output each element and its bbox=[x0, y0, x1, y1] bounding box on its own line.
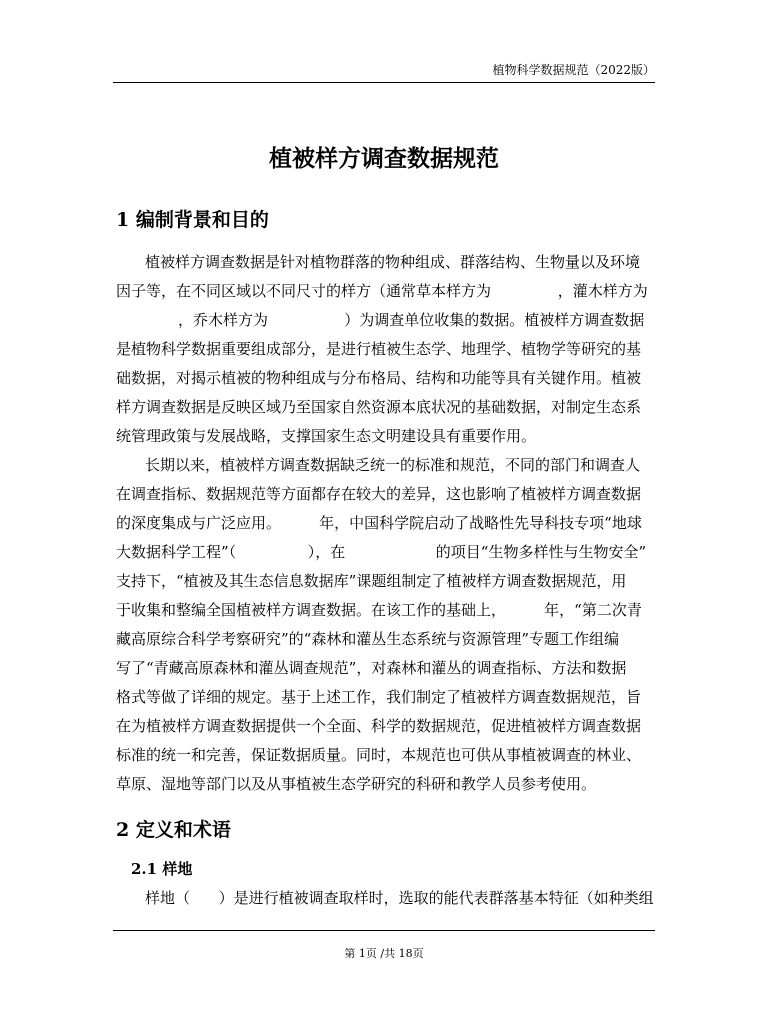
text-line: 藏高原综合科学考察研究”的“森林和灌丛生态系统与资源管理”专题工作组编 bbox=[116, 630, 620, 648]
text-line: 支持下，“植被及其生态信息数据库”课题组制定了植被样方调查数据规范，用 bbox=[116, 572, 627, 590]
text-line: ，乔木样方为 ）为调查单位收集的数据。植被样方调查数据 bbox=[116, 311, 645, 329]
text-line: 样地（ ）是进行植被调查取样时，选取的能代表群落基本特征（如种类组 bbox=[145, 889, 654, 907]
text-line: 大数据科学工程”（ ），在 的项目“生物多样性与生物安全” bbox=[116, 543, 647, 561]
header-rule bbox=[113, 82, 655, 83]
text-line: 植被样方调查数据是针对植物群落的物种组成、群落结构、生物量以及环境 bbox=[145, 253, 641, 271]
text-line: 草原、湿地等部门以及从事植被生态学研究的科研和教学人员参考使用。 bbox=[116, 775, 597, 793]
text-line: 样方调查数据是反映区域乃至国家自然资源本底状况的基础数据，对制定生态系 bbox=[116, 398, 642, 416]
text-line: 是植物科学数据重要组成部分，是进行植被生态学、地理学、植物学等研究的基 bbox=[116, 340, 642, 358]
text-line: 础数据，对揭示植被的物种组成与分布格局、结构和功能等具有关键作用。植被 bbox=[116, 369, 642, 387]
text-line: 格式等做了详细的规定。基于上述工作，我们制定了植被样方调查数据规范，旨 bbox=[116, 688, 642, 706]
section-heading: 1 编制背景和目的 bbox=[116, 209, 269, 231]
text-line: 统管理政策与发展战略，支撑国家生态文明建设具有重要作用。 bbox=[116, 427, 537, 445]
text-line: 长期以来，植被样方调查数据缺乏统一的标准和规范，不同的部门和调查人 bbox=[145, 456, 641, 474]
text-line: 写了“青藏高原森林和灌丛调查规范”，对森林和灌丛的调查指标、方法和数据 bbox=[116, 659, 627, 677]
text-line: 在调查指标、数据规范等方面都存在较大的差异，这也影响了植被样方调查数据 bbox=[116, 485, 642, 503]
subsection-heading: 2.1 样地 bbox=[131, 860, 193, 878]
text-line: 的深度集成与广泛应用。 年，中国科学院启动了战略性先导科技专项“地球 bbox=[116, 514, 642, 532]
text-line: 标准的统一和完善，保证数据质量。同时，本规范也可供从事植被调查的林业、 bbox=[116, 746, 642, 764]
running-header: 植物科学数据规范（2022版） bbox=[492, 63, 655, 77]
text-line: 于收集和整编全国植被样方调查数据。在该工作的基础上， 年，“第二次青 bbox=[116, 601, 642, 619]
text-line: 因子等，在不同区域以不同尺寸的样方（通常草本样方为 ，灌木样方为 bbox=[116, 282, 648, 300]
text-line: 在为植被样方调查数据提供一个全面、科学的数据规范，促进植被样方调查数据 bbox=[116, 717, 642, 735]
footer-rule bbox=[113, 930, 655, 931]
document-title: 植被样方调查数据规范 bbox=[269, 145, 499, 172]
section-heading: 2 定义和术语 bbox=[116, 819, 231, 841]
page-number: 第 1页 /共 18页 bbox=[344, 947, 424, 960]
